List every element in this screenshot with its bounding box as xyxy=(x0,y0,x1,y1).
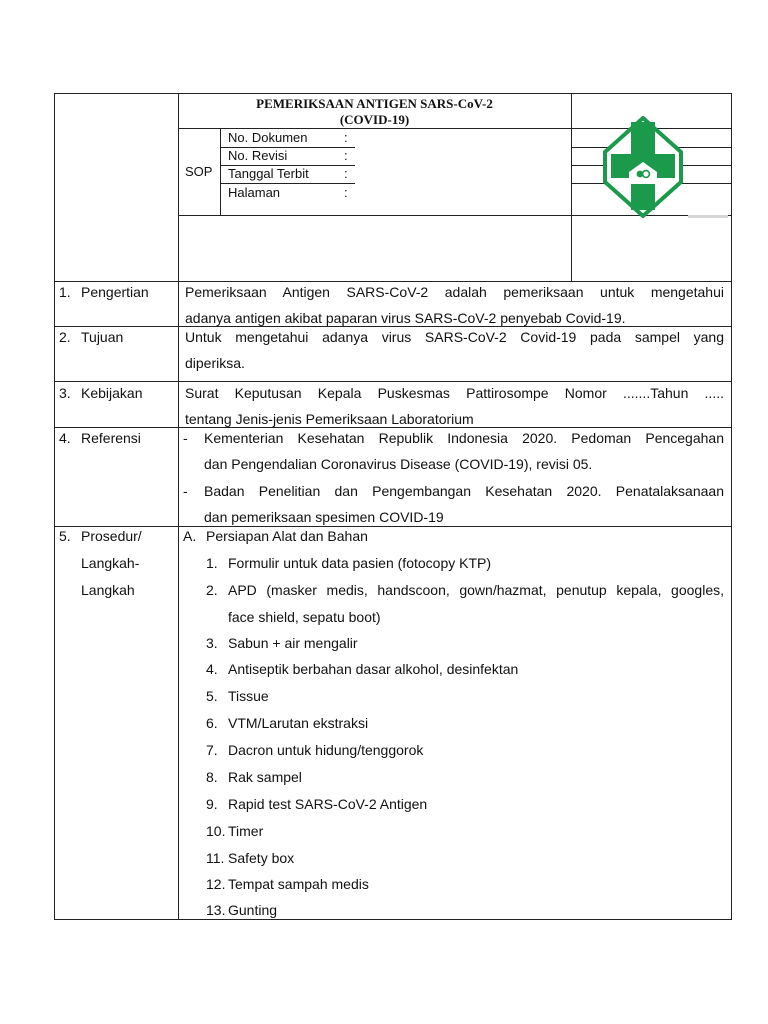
list-item-5-text: Tissue xyxy=(228,688,269,704)
meta-label-halaman: Halaman xyxy=(228,185,281,200)
list-item-4-text: Antiseptik berbahan dasar alkohol, desinfektan xyxy=(228,661,519,677)
reference-1-line1: Kementerian Kesehatan Republik Indonesia 2020. Pedoman Pencegahan xyxy=(204,430,724,446)
list-item-7-number: 7. xyxy=(206,742,218,758)
section-5-number: 5. xyxy=(59,528,71,544)
section-2-line2: diperiksa. xyxy=(185,355,245,371)
reference-1-line2: dan Pengendalian Coronavirus Disease (COVID-19), revisi 05. xyxy=(204,456,593,472)
list-item-3-number: 3. xyxy=(206,635,218,651)
meta-label-no-revisi: No. Revisi xyxy=(228,148,288,163)
list-item-11-number: 11. xyxy=(206,850,225,866)
doc-title-line2: (COVID-19) xyxy=(339,112,410,127)
divider-s1 xyxy=(54,281,731,282)
reference-2-line2: dan pemeriksaan spesimen COVID-19 xyxy=(204,509,444,525)
doc-title-line1: PEMERIKSAAN ANTIGEN SARS-CoV-2 xyxy=(256,96,493,111)
list-item-13-number: 13. xyxy=(206,902,226,918)
doc-title xyxy=(178,96,571,128)
divider-sop-col xyxy=(220,128,221,216)
list-item-1-number: 1. xyxy=(206,555,218,571)
list-item-6-number: 6. xyxy=(206,715,218,731)
meta-label-no-dokumen: No. Dokumen xyxy=(228,130,308,145)
puskesmas-logo-icon xyxy=(603,116,683,218)
section-2-number: 2. xyxy=(59,329,71,345)
border-right xyxy=(731,93,732,920)
section-1-number: 1. xyxy=(59,284,71,300)
border-left xyxy=(54,93,55,920)
meta-sep-no-revisi: : xyxy=(344,148,348,163)
section-1-label: Pengertian xyxy=(81,284,149,300)
section-4-number: 4. xyxy=(59,430,71,446)
sop-label: SOP xyxy=(185,164,213,179)
section-3-line1: Surat Keputusan Kepala Puskesmas Pattirosompe Nomor .......Tahun ..... xyxy=(185,385,724,401)
reference-1-dash: - xyxy=(183,430,188,446)
list-item-10-text: Timer xyxy=(228,823,264,839)
border-top xyxy=(54,93,731,94)
section-1-line1: Pemeriksaan Antigen SARS-CoV-2 adalah pemeriksaan untuk mengetahui xyxy=(185,284,724,300)
reference-2-dash: - xyxy=(183,483,188,499)
section-1-line2: adanya antigen akibat paparan virus SARS-CoV-2 penyebab Covid-19. xyxy=(185,310,626,326)
list-item-8-text: Rak sampel xyxy=(228,769,302,785)
section-2-label: Tujuan xyxy=(81,329,124,345)
divider-s3 xyxy=(54,381,731,382)
divider-s5 xyxy=(54,526,731,527)
list-item-12-text: Tempat sampah medis xyxy=(228,876,369,892)
list-item-11-text: Safety box xyxy=(228,850,295,866)
section-4-label: Referensi xyxy=(81,430,141,446)
list-item-2-text: APD (masker medis, handscoon, gown/hazmat, penutup kepala, googles, xyxy=(228,582,724,598)
section-5-label-line3: Langkah xyxy=(81,582,135,598)
list-item-13-text: Gunting xyxy=(228,902,278,918)
section-3-number: 3. xyxy=(59,385,71,401)
list-item-2-number: 2. xyxy=(206,582,218,598)
meta-label-tanggal-terbit: Tanggal Terbit xyxy=(228,166,309,181)
section-3-line2: tentang Jenis-jenis Pemeriksaan Laboratorium xyxy=(185,411,474,427)
list-item-1-text: Formulir untuk data pasien (fotocopy KTP) xyxy=(228,555,492,571)
reference-2-line1: Badan Penelitian dan Pengembangan Kesehatan 2020. Penatalaksanaan xyxy=(204,483,724,499)
list-item-6-text: VTM/Larutan ekstraksi xyxy=(228,715,369,731)
list-item-7-text: Dacron untuk hidung/tenggorok xyxy=(228,742,424,758)
list-item-5-number: 5. xyxy=(206,688,218,704)
divider-logo-col xyxy=(571,93,572,282)
divider-label-col xyxy=(178,93,179,920)
watermark-mark xyxy=(688,215,728,218)
list-item-3-text: Sabun + air mengalir xyxy=(228,635,358,651)
section-3-label: Kebijakan xyxy=(81,385,143,401)
section-5-label-line1: Prosedur/ xyxy=(81,528,142,544)
meta-sep-no-dokumen: : xyxy=(344,130,348,145)
list-item-10-number: 10. xyxy=(206,823,226,839)
section-5-label-line2: Langkah- xyxy=(81,555,140,571)
subsection-a-letter: A. xyxy=(183,528,197,544)
list-item-4-number: 4. xyxy=(206,661,218,677)
list-item-8-number: 8. xyxy=(206,769,218,785)
list-item-9-number: 9. xyxy=(206,796,218,812)
meta-sep-halaman: : xyxy=(344,185,348,200)
subsection-a-title: Persiapan Alat dan Bahan xyxy=(206,528,368,544)
list-item-12-number: 12. xyxy=(206,876,226,892)
list-item-9-text: Rapid test SARS-CoV-2 Antigen xyxy=(228,796,428,812)
meta-sep-tanggal-terbit: : xyxy=(344,166,348,181)
section-2-line1: Untuk mengetahui adanya virus SARS-CoV-2 Covid-19 pada sampel yang xyxy=(185,329,724,345)
border-bottom xyxy=(54,919,731,920)
list-item-2-text-cont: face shield, sepatu boot) xyxy=(228,609,381,625)
